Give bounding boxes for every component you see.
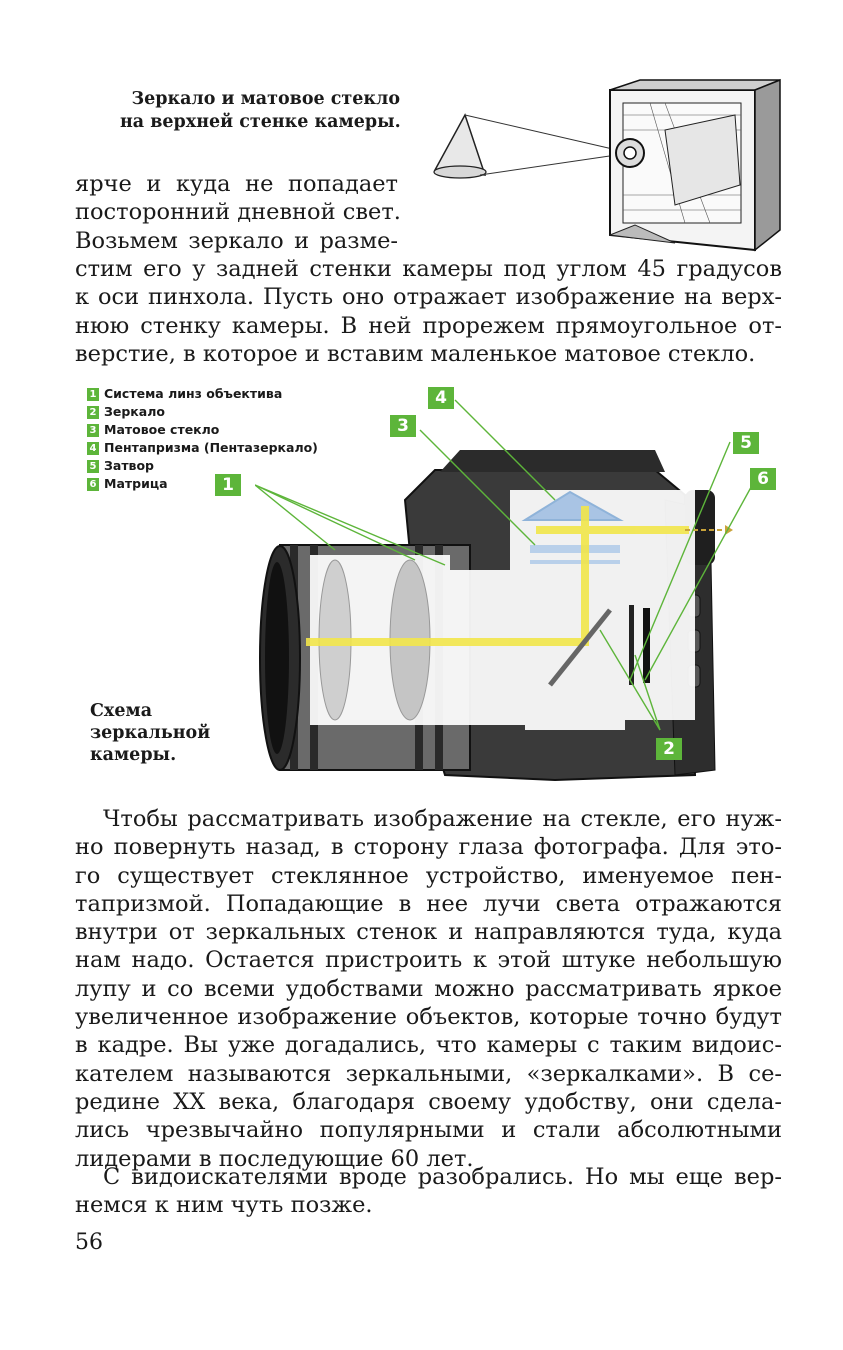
legend-number: 6 <box>87 478 99 491</box>
legend-label: Матрица <box>104 476 168 491</box>
text-line: редине XX века, благодаря своему удобству, они сдела- <box>75 1088 782 1115</box>
legend-label: Зеркало <box>104 404 165 419</box>
text-line: Возьмем зеркало и разме- <box>75 227 398 254</box>
caption-line: камеры. <box>90 745 177 765</box>
page-number: 56 <box>75 1230 103 1255</box>
text-line: к оси пинхола. Пусть оно отражает изображение на верх- <box>75 284 782 311</box>
paragraph-3 <box>75 1163 782 1220</box>
callout-1: 1 <box>215 474 241 496</box>
text-line: немся к ним чуть позже. <box>75 1192 373 1219</box>
callout-4: 4 <box>428 387 454 409</box>
text-line: кателем называются зеркальными, «зеркалками». В се- <box>75 1060 782 1087</box>
legend-number: 5 <box>87 460 99 473</box>
slr-camera-diagram <box>255 380 755 800</box>
legend-number: 3 <box>87 424 99 437</box>
pinhole-box-illustration <box>425 75 795 255</box>
text-line: го существует стеклянное устройство, именуемое пен- <box>75 862 782 889</box>
caption-line: на верхней стенке камеры. <box>120 112 401 132</box>
caption-line: Зеркало и матовое стекло <box>131 89 400 109</box>
text-line: нюю стенку камеры. В ней прорежем прямоугольное от- <box>75 312 782 339</box>
text-line: посторонний дневной свет. <box>75 199 401 226</box>
legend-number: 4 <box>87 442 99 455</box>
text-line: верстие, в которое и вставим маленькое матовое стекло. <box>75 340 756 367</box>
text-line: увеличенное изображение объектов, которые точно будут <box>75 1004 782 1031</box>
paragraph-1-narrow <box>75 170 401 255</box>
figure-caption-top <box>120 88 400 134</box>
legend-number: 2 <box>87 406 99 419</box>
callout-3: 3 <box>390 415 416 437</box>
text-line: стим его у задней стенки камеры под углом 45 градусов <box>75 256 782 282</box>
text-line: ярче и куда не попадает <box>75 171 398 197</box>
text-line: лись чрезвычайно популярными и стали абсолютными <box>75 1117 782 1144</box>
callout-5: 5 <box>733 432 759 454</box>
text-line: лупу и со всеми удобствами можно рассматривать яркое <box>75 975 782 1002</box>
paragraph-1-full <box>75 255 782 368</box>
text-line: тапризмой. Попадающие в нее лучи света отражаются <box>75 890 782 917</box>
text-line: С видоискателями вроде разобрались. Но мы еще вер- <box>103 1164 782 1190</box>
caption-line: Схема <box>90 701 153 721</box>
legend-label: Система линз объектива <box>104 386 283 401</box>
callout-2: 2 <box>656 738 682 760</box>
legend-label: Пентапризма (Пентазеркало) <box>104 440 318 455</box>
text-line: Чтобы рассматривать изображение на стекле, его нуж- <box>103 806 782 832</box>
callout-6: 6 <box>750 468 776 490</box>
caption-line: зеркальной <box>90 723 211 743</box>
legend-number: 1 <box>87 388 99 401</box>
text-line: внутри от зеркальных стенок и направляются туда, куда <box>75 919 782 946</box>
legend-label: Матовое стекло <box>104 422 220 437</box>
figure-caption-scheme <box>90 700 210 766</box>
focusing-screen <box>530 545 620 553</box>
text-line: нам надо. Остается пристроить к этой штуке небольшую <box>75 947 782 974</box>
text-line: лидерами в последующие 60 лет. <box>75 1145 474 1172</box>
paragraph-2 <box>75 805 782 1173</box>
legend-label: Затвор <box>104 458 155 473</box>
text-line: но повернуть назад, в сторону глаза фотографа. Для это- <box>75 834 782 861</box>
text-line: в кадре. Вы уже догадались, что камеры с таким видоис- <box>75 1032 782 1059</box>
